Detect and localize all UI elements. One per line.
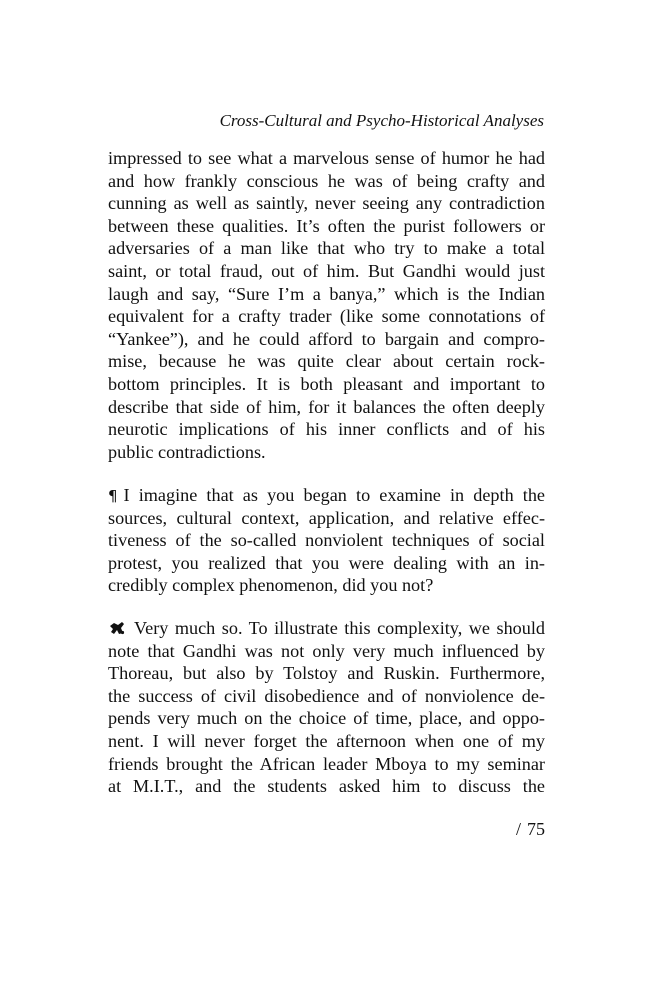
- text-line: nent. I will never forget the afternoon when one of my: [108, 730, 545, 751]
- running-head: Cross-Cultural and Psycho-Historical Analyses: [219, 111, 544, 130]
- text-line: I imagine that as you began to examine in depth the: [123, 485, 545, 505]
- text-line: protest, you realized that you were dealing with an in-: [108, 552, 545, 573]
- text-line: impressed to see what a marvelous sense of humor he had: [108, 148, 545, 168]
- text-line: “Yankee”), and he could afford to bargain and compro-: [108, 328, 545, 349]
- text-line-first: [108, 617, 545, 640]
- text-line-first: [108, 484, 545, 507]
- text-line: public contradictions.: [108, 441, 266, 462]
- text-line: cunning as well as saintly, never seeing any contradiction: [108, 193, 545, 214]
- paragraph-question: [108, 484, 545, 597]
- page-number-value: 75: [527, 819, 545, 839]
- paragraph-answer: [108, 617, 545, 798]
- text-line: mise, because he was quite clear about certain rock-: [108, 351, 545, 372]
- text-line: at M.I.T., and the students asked him to discuss the: [108, 776, 545, 797]
- text-line: bottom principles. It is both pleasant and important to: [108, 373, 545, 394]
- pilcrow-icon: ¶: [108, 487, 118, 505]
- text-line: Very much so. To illustrate this complexity, we should: [134, 618, 545, 638]
- text-line: pends very much on the choice of time, place, and oppo-: [108, 708, 545, 729]
- text-line: friends brought the African leader Mboya to my seminar: [108, 753, 545, 774]
- text-line: tiveness of the so-called nonviolent techniques of social: [108, 530, 545, 551]
- text-line: between these qualities. It’s often the purist followers or: [108, 215, 545, 236]
- text-line: the success of civil disobedience and of nonviolence de-: [108, 685, 545, 706]
- folio-slash: /: [515, 819, 521, 839]
- text-line: note that Gandhi was not only very much influenced by: [108, 640, 545, 661]
- text-line: saint, or total fraud, out of him. But Gandhi would just: [108, 260, 545, 281]
- page-number: [516, 818, 545, 840]
- text-line: equivalent for a crafty trader (like some connotations of: [108, 306, 545, 327]
- text-line: laugh and say, “Sure I’m a banya,” which is the Indian: [108, 283, 545, 304]
- text-line: sources, cultural context, application, and relative effec-: [108, 507, 545, 528]
- text-line: Thoreau, but also by Tolstoy and Ruskin. Furthermore,: [108, 663, 545, 684]
- text-line: adversaries of a man like that who try to make a total: [108, 238, 545, 259]
- speaker-ornament-icon: [108, 620, 126, 636]
- text-line: credibly complex phenomenon, did you not?: [108, 575, 434, 596]
- text-line: describe that side of him, for it balances the often deeply: [108, 396, 545, 417]
- text-line: neurotic implications of his inner conflicts and of his: [108, 419, 545, 440]
- text-line: and how frankly conscious he was of being crafty and: [108, 170, 545, 191]
- paragraph-answer-continued: [108, 147, 545, 463]
